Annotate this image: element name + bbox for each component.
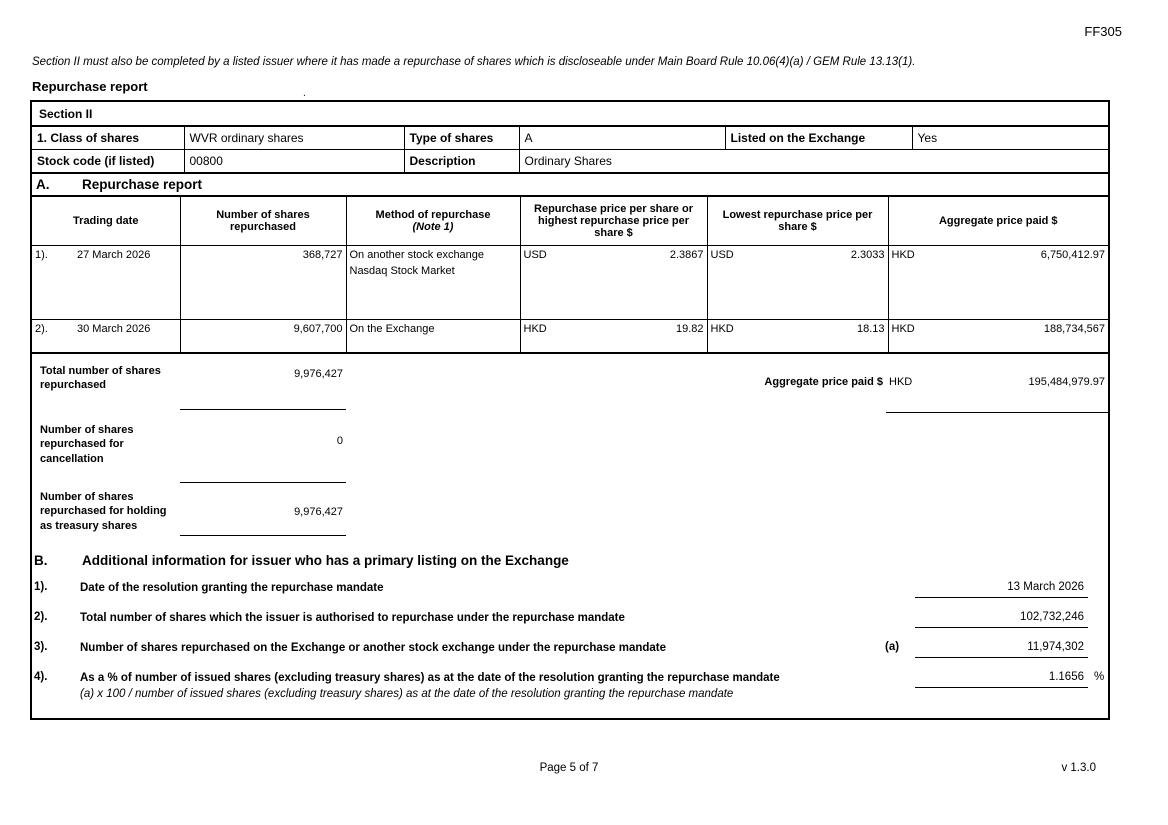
row1-high-price: 2.3867: [669, 248, 704, 261]
section-b: [32, 547, 1108, 718]
row2-low-currency: HKD: [710, 322, 734, 335]
totals-block: [32, 362, 1108, 547]
class-of-shares-label: 1. Class of shares: [32, 127, 184, 150]
treasury-shares-value: 9,976,427: [180, 488, 346, 536]
table-row: [32, 319, 1108, 352]
col-price-high: Repurchase price per share or highest repurchase price per share $: [520, 197, 707, 245]
row2-high-price: 19.82: [675, 322, 704, 335]
stock-code-label: Stock code (if listed): [32, 150, 184, 173]
b-item-4-number: 4).: [34, 671, 48, 683]
b-item-4-percent-sign: %: [1094, 671, 1105, 683]
type-of-shares-label: Type of shares: [404, 127, 519, 150]
b-item-4-subtext: (a) x 100 / number of issued shares (excluding treasury shares) as at the date of the resolution granting the repurchase mandate: [80, 687, 734, 700]
intro-note: Section II must also be completed by a listed issuer where it has made a repurchase of shares which is discloseable under Main Board Rule 10.06(4)(a) / GEM Rule 13.13(1).: [32, 56, 916, 68]
b-item-2: [32, 611, 1108, 628]
row1-low-price: 2.3033: [850, 248, 885, 261]
total-shares-value: 9,976,427: [180, 362, 346, 410]
b-item-2-value: 102,732,246: [915, 611, 1088, 628]
description-value: Ordinary Shares: [519, 150, 1108, 173]
aggregate-currency: HKD: [889, 376, 913, 388]
repurchase-table: [32, 197, 1108, 354]
row2-trading-date: 30 March 2026: [77, 322, 151, 335]
cancellation-shares-label: Number of shares repurchased for cancellation: [40, 424, 134, 465]
share-info-table: [32, 127, 1108, 174]
section-b-heading: [32, 553, 1108, 568]
aggregate-value: 195,484,979.97: [1028, 376, 1105, 388]
page-title: Repurchase report: [32, 79, 148, 94]
type-of-shares-value: A: [519, 127, 725, 150]
listed-on-exchange-label: Listed on the Exchange: [725, 127, 912, 150]
row1-shares: 368,727: [180, 245, 346, 319]
row1-method: On another stock exchange: [349, 248, 485, 261]
row1-method-venue: Nasdaq Stock Market: [349, 264, 455, 277]
repurchase-report-form: [30, 100, 1110, 720]
table-row: [32, 245, 1108, 319]
b-item-4-value: 1.1656: [915, 671, 1088, 688]
cancellation-shares-row: [32, 421, 1108, 483]
col-trading-date: Trading date: [32, 197, 180, 245]
listed-on-exchange-value: Yes: [912, 127, 1108, 150]
row1-agg-currency: HKD: [891, 248, 915, 261]
b-item-3: [32, 641, 1108, 658]
b-item-1: [32, 581, 1108, 598]
section-b-title: Additional information for issuer who has a primary listing on the Exchange: [82, 553, 569, 568]
b-item-1-value: 13 March 2026: [915, 581, 1088, 598]
row2-method: On the Exchange: [346, 319, 520, 352]
section-b-letter: B.: [34, 553, 48, 568]
b-item-3-text: Number of shares repurchased on the Exchange or another stock exchange under the repurchase mandate: [80, 642, 667, 654]
cancellation-shares-value: 0: [180, 421, 346, 483]
col-number-of-shares: Number of shares repurchased: [180, 197, 346, 245]
row2-agg-currency: HKD: [891, 322, 915, 335]
aggregate-price-paid-label: Aggregate price paid $: [764, 376, 883, 388]
total-shares-label: Total number of shares repurchased: [40, 365, 161, 392]
repurchase-table-header-row: [32, 197, 1108, 245]
b-item-3-value: 11,974,302: [915, 641, 1088, 658]
method-note: (Note 1): [412, 220, 454, 233]
row1-trading-date: 27 March 2026: [77, 248, 151, 261]
row2-number: 2).: [35, 322, 48, 335]
section-a-letter: A.: [36, 177, 50, 192]
b-item-3-marker: (a): [885, 641, 900, 653]
row2-high-currency: HKD: [523, 322, 547, 335]
b-item-1-number: 1).: [34, 581, 48, 593]
row1-high-currency: USD: [523, 248, 547, 261]
b-item-4: [32, 671, 1108, 702]
aggregate-price-paid-row: [764, 376, 1108, 413]
treasury-shares-label: Number of shares repurchased for holding as treasury shares: [40, 491, 167, 532]
section-a-title: Repurchase report: [82, 177, 203, 192]
b-item-2-text: Total number of shares which the issuer is authorised to repurchase under the repurchase mandate: [80, 612, 625, 624]
b-item-4-text: As a % of number of issued shares (excluding treasury shares) as at the date of the resolution granting the repurchase mandate: [80, 672, 780, 684]
treasury-shares-row: [32, 488, 1108, 536]
class-of-shares-row: [32, 127, 1108, 150]
page-number: Page 5 of 7: [539, 762, 599, 774]
row2-shares: 9,607,700: [180, 319, 346, 352]
row2-agg-price: 188,734,567: [1043, 322, 1105, 335]
row1-agg-price: 6,750,412.97: [1040, 248, 1105, 261]
section-a-heading: [32, 174, 1108, 197]
row1-low-currency: USD: [710, 248, 734, 261]
col-method: Method of repurchase (Note 1): [346, 197, 520, 245]
version-label: v 1.3.0: [1061, 762, 1096, 774]
b-item-2-number: 2).: [34, 611, 48, 623]
b-item-1-text: Date of the resolution granting the repurchase mandate: [80, 582, 384, 594]
row1-number: 1).: [35, 248, 48, 261]
description-label: Description: [404, 150, 519, 173]
stock-code-row: [32, 150, 1108, 173]
stock-code-value: 00800: [184, 150, 404, 173]
form-code: FF305: [1084, 24, 1122, 39]
class-of-shares-value: WVR ordinary shares: [184, 127, 404, 150]
stray-dot: .: [303, 88, 306, 99]
section2-header: Section II: [32, 102, 1108, 127]
col-aggregate-price: Aggregate price paid $: [888, 197, 1108, 245]
row2-low-price: 18.13: [856, 322, 885, 335]
b-item-3-number: 3).: [34, 641, 48, 653]
col-price-low: Lowest repurchase price per share $: [707, 197, 888, 245]
